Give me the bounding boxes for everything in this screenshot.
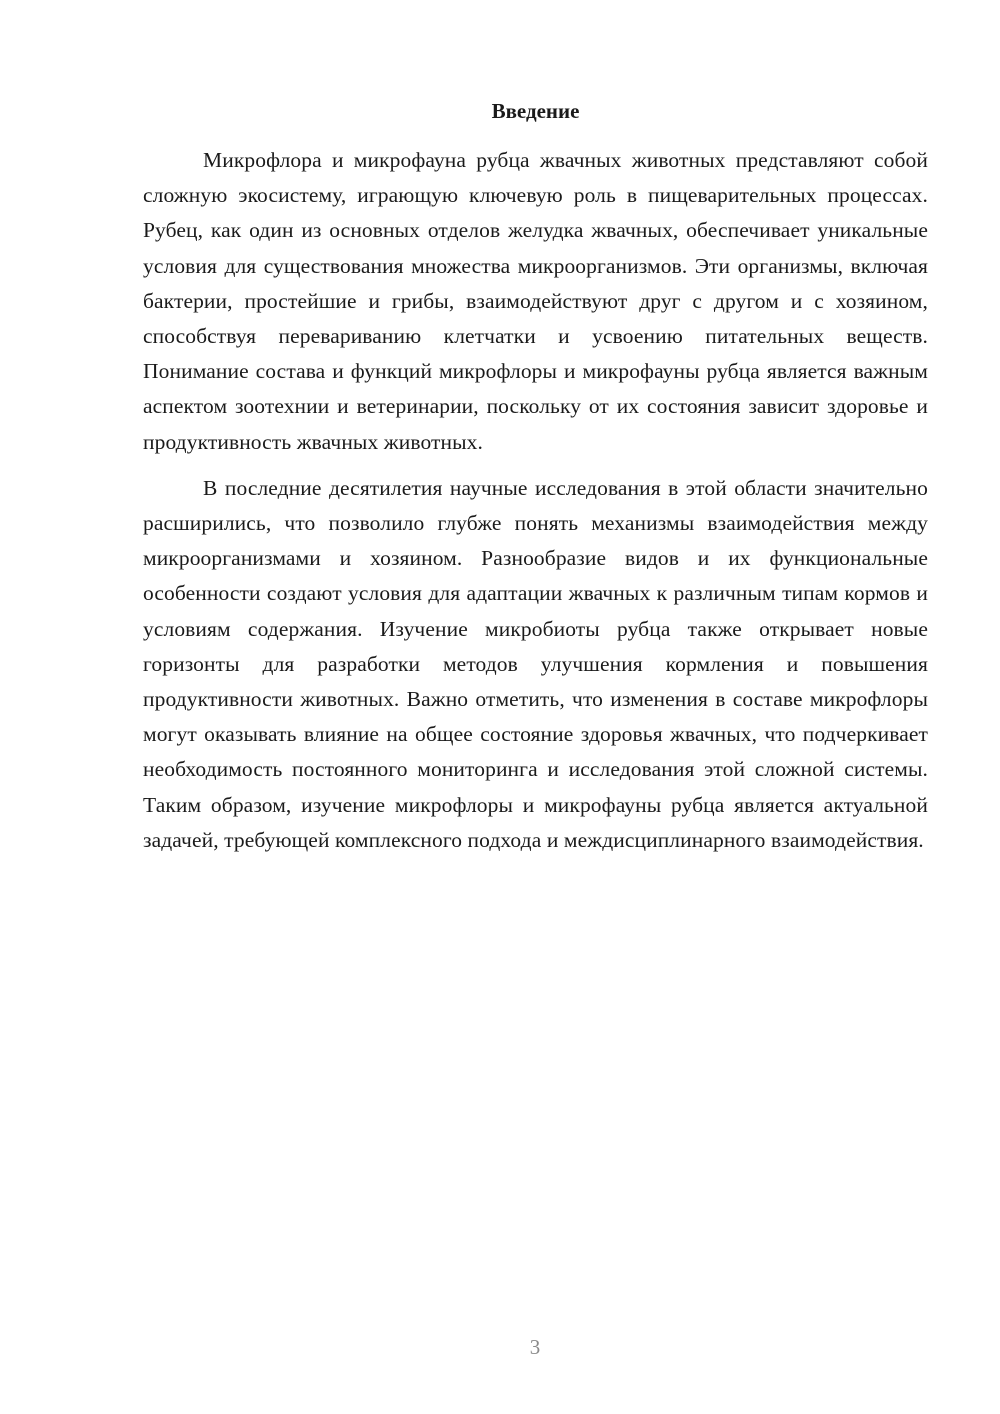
page-content [143,96,928,858]
paragraph-2: В последние десятилетия научные исследования в этой области значительно расширились, что позволило глубже понять механизмы взаимодействия между микроорганизмами и хозяином. Разнообразие видов и их функциональные особенности создают условия для адаптации жвачных к различным типам кормов и условиям содержания. Изучение микробиоты рубца также открывает новые горизонты для разработки методов улучшения кормления и повышения продуктивности животных. Важно отметить, что изменения в составе микрофлоры могут оказывать влияние на общее состояние здоровья жвачных, что подчеркивает необходимость постоянного мониторинга и исследования этой сложной системы. Таким образом, изучение микрофлоры и микрофауны рубца является актуальной задачей, требующей комплексного подхода и междисциплинарного взаимодействия. [143,475,928,852]
paragraph-1: Микрофлора и микрофауна рубца жвачных животных представляют собой сложную экосистему, играющую ключевую роль в пищеварительных процессах. Рубец, как один из основных отделов желудка жвачных, обеспечивает уникальные условия для существования множества микроорганизмов. Эти организмы, включая бактерии, простейшие и грибы, взаимодействуют друг с другом и с хозяином, способствуя перевариванию клетчатки и усвоению питательных веществ. Понимание состава и функций микрофлоры и микрофауны рубца является важным аспектом зоотехнии и ветеринарии, поскольку от их состояния зависит здоровье и продуктивность жвачных животных. [143,148,928,454]
page-number: 3 [529,1335,541,1359]
section-title: Введение [491,99,580,123]
